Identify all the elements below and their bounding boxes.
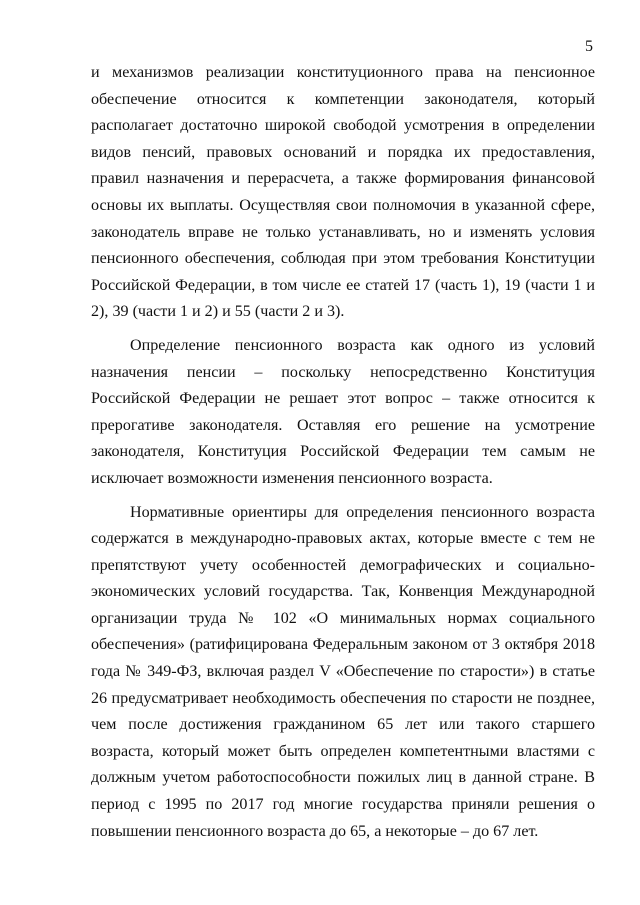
paragraph-international-norms: Нормативные ориентиры для определения пенсионного возраста содержатся в международно-правовых актах, которые вместе с тем не препятствуют учету особенностей демографических и социально-экономических условий государства. Так, Конвенция Международной организации труда № 102 «О минимальных нормах социального обеспечения» (ратифицирована Федеральным законом от 3 октября 2018 года № 349-ФЗ, включая раздел V «Обеспечение по старости») в статье 26 предусматривает необходимость обеспечения по старости не позднее, чем после достижения гражданином 65 лет или такого старшего возраста, который может быть определен компетентными властями с должным учетом работоспособности пожилых лиц в данной стране. В период с 1995 по 2017 год многие государства приняли решения о повышении пенсионного возраста до 65, а некоторые – до 67 лет. <box>91 503 595 840</box>
page-number: 5 <box>585 38 593 55</box>
paragraph-pension-legislation-discretion: и механизмов реализации конституционного права на пенсионное обеспечение относится к компетенции законодателя, который располагает достаточно широкой свободой усмотрения в определении видов пенсий, правовых оснований и порядка их предоставления, правил назначения и перерасчета, а также формирования финансовой основы их выплаты. Осуществляя свои полномочия в указанной сфере, законодатель вправе не только устанавливать, но и изменять условия пенсионного обеспечения, соблюдая при этом требования Конституции Российской Федерации, в том числе ее статей 17 (часть 1), 19 (части 1 и 2), 39 (части 1 и 2) и 55 (части 2 и 3). <box>91 64 595 321</box>
document-body <box>91 60 595 845</box>
paragraph-pension-age-prerogative: Определение пенсионного возраста как одного из условий назначения пенсии – поскольку непосредственно Конституция Российской Федерации не решает этот вопрос – также относится к прерогативе законодателя. Оставляя его решение на усмотрение законодателя, Конституция Российской Федерации тем самым не исключает возможности изменения пенсионного возраста. <box>91 336 595 487</box>
